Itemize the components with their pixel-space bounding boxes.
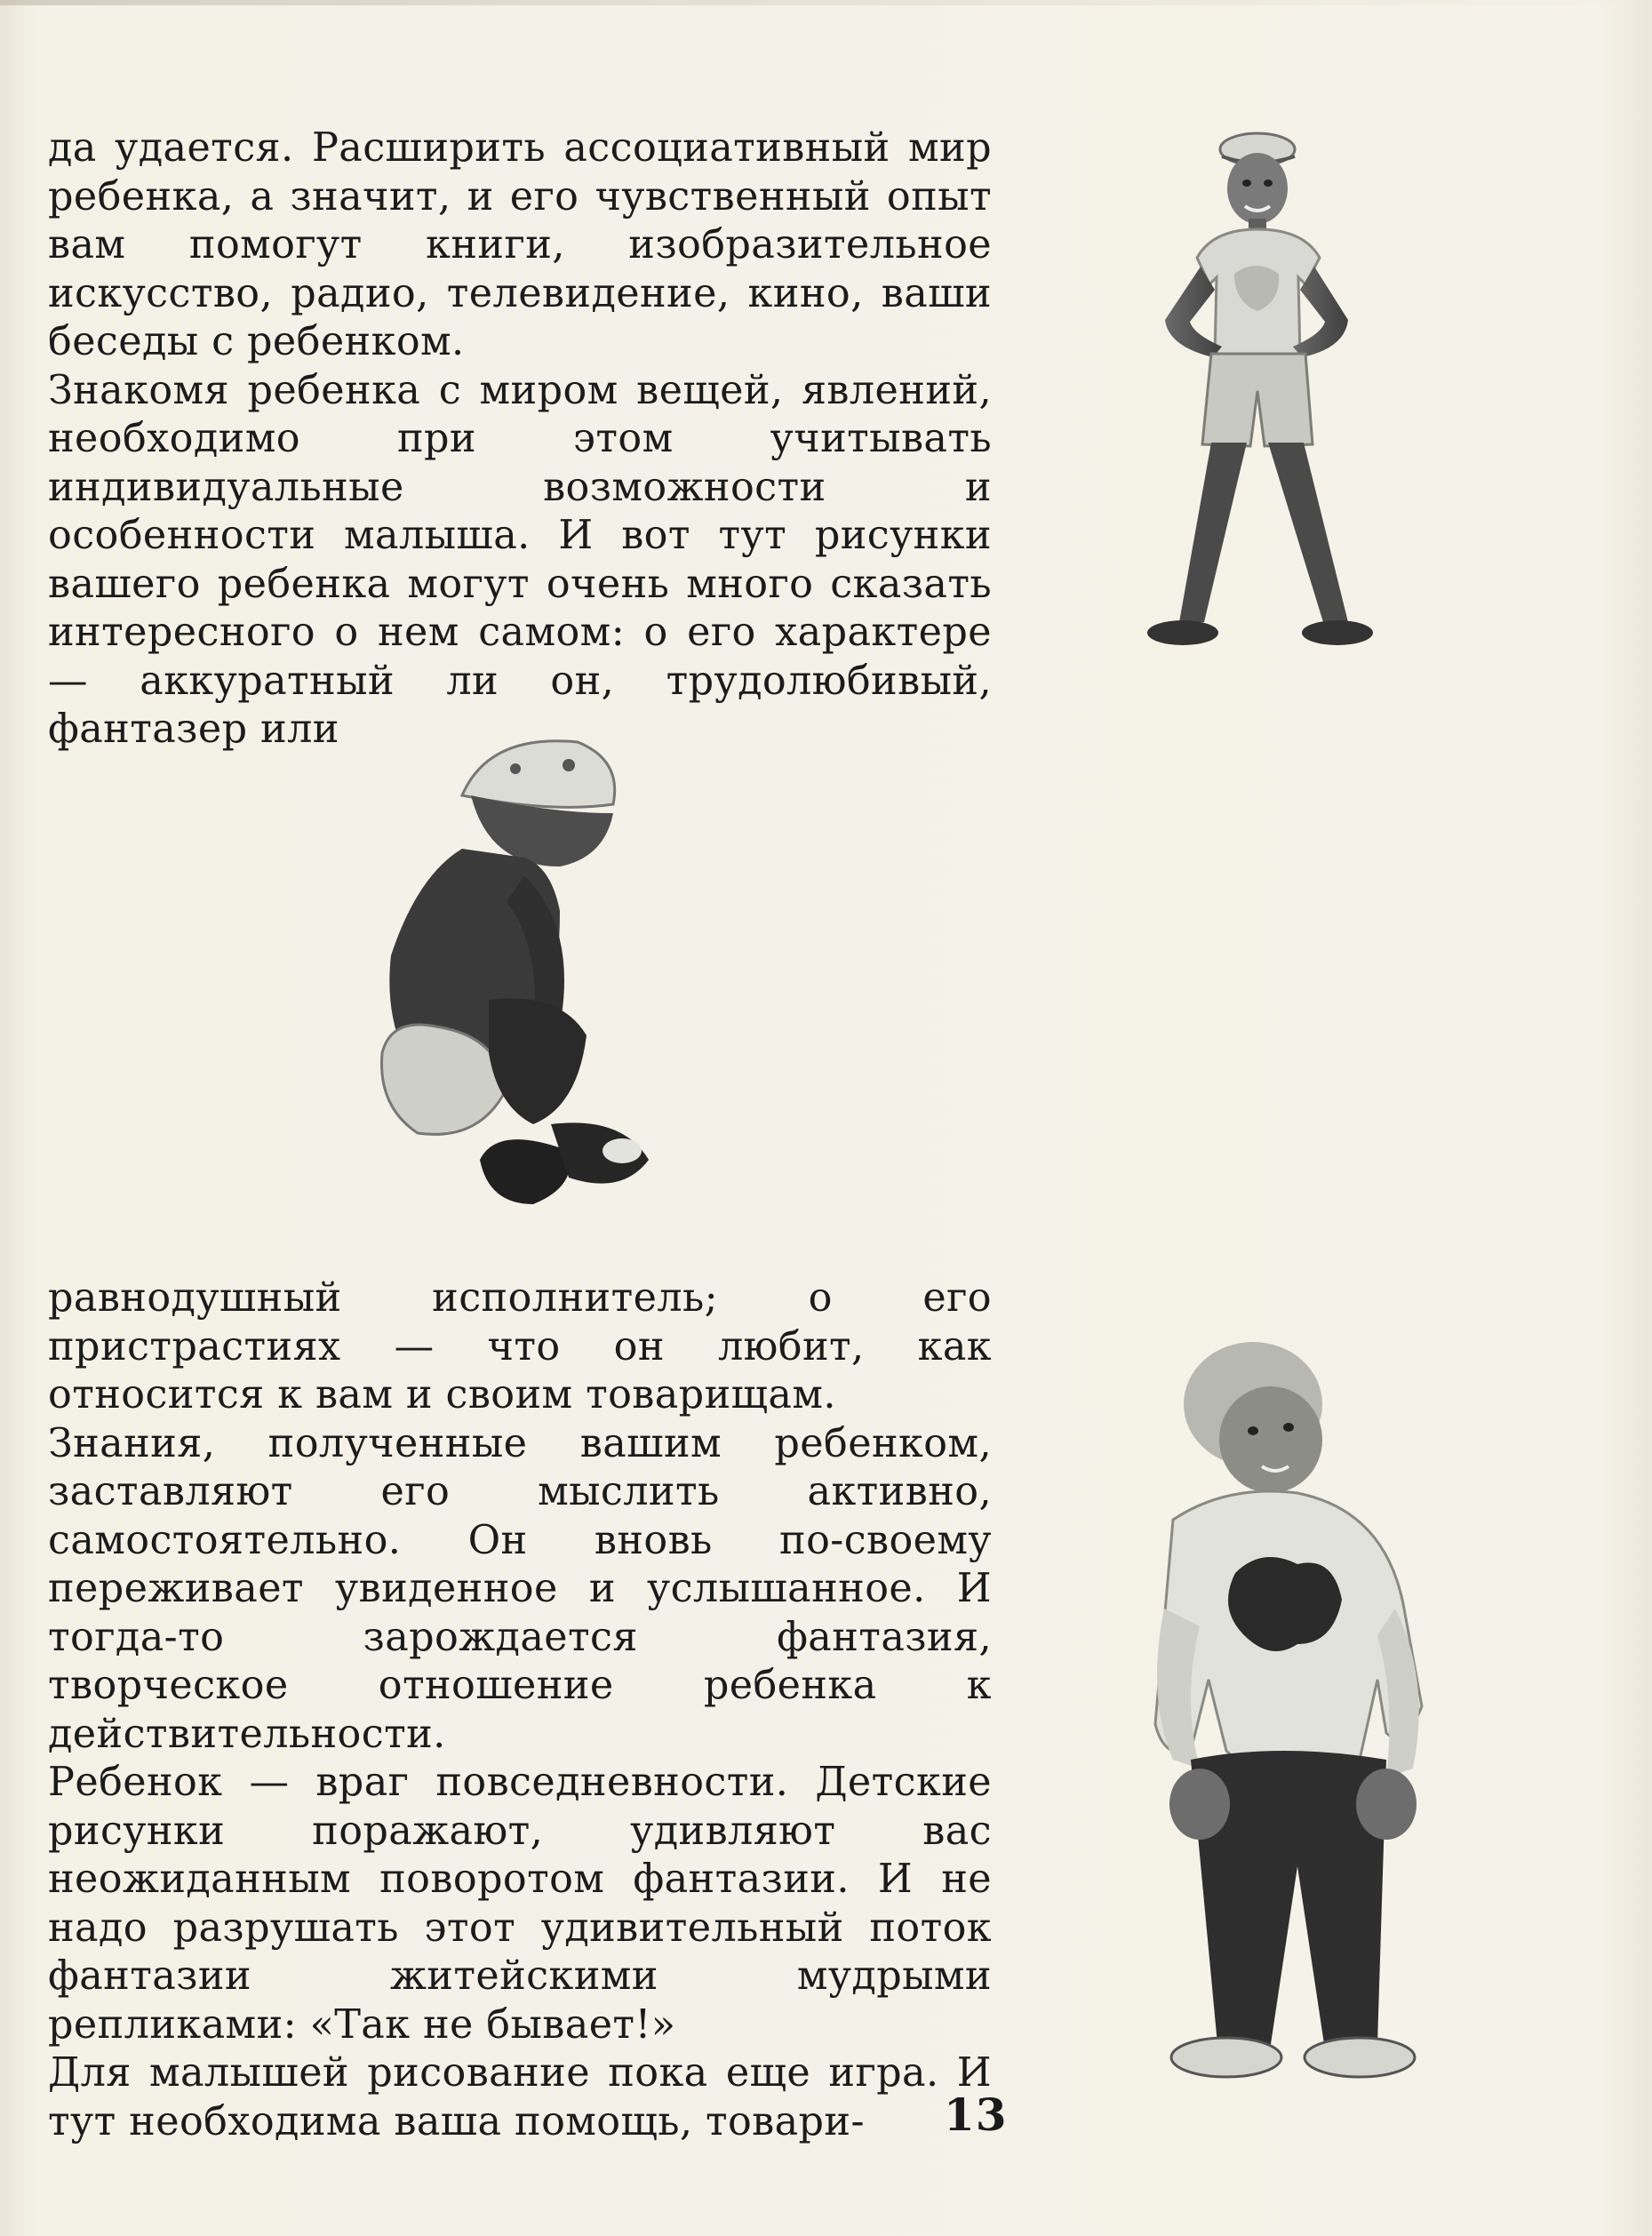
- crouching-child-photo: [355, 733, 675, 1244]
- standing-child-photo: [1115, 124, 1391, 684]
- paragraph: Знания, полученные вашим ребенком, заставляют его мыслить активно, самостоятельно. Он вновь по-своему переживает увиденное и услышанное. И тогда-то зарождается фантазия, творческое отношение ребенка к действительности.: [48, 1420, 992, 1757]
- paragraph: Знакомя ребенка с миром вещей, явлений, необходимо при этом учитывать индивидуальные возможности и особенности малыша. И вот тут рисунки вашего ребенка могут очень много сказать интересного о нем самом: о его характере — аккуратный ли он, трудолюбивый, фантазер или: [48, 367, 992, 752]
- page-top-edge: [0, 0, 1652, 5]
- text-block-lower: [48, 1274, 992, 2146]
- paragraph: Ребенок — враг повседневности. Детские рисунки поражают, удивляют вас неожиданным поворотом фантазии. И не надо разрушать этот удивительный поток фантазии житейскими мудрыми репликами: «Так не бывает!»: [48, 1760, 992, 2048]
- paragraph: да удается. Расширить ассоциативный мир ребенка, а значит, и его чувственный опыт вам помогут книги, изобразительное искусство, радио, телевидение, кино, ваши беседы с ребенком.: [48, 125, 992, 364]
- paragraph: Для малышей рисование пока еще игра. И тут необходима ваша помощь, товари-: [48, 2050, 992, 2144]
- bending-child-photo: [1120, 1342, 1475, 2097]
- paragraph: равнодушный исполнитель; о его пристрастиях — что он любит, как относится к вам и своим товарищам.: [48, 1275, 992, 1417]
- page-number: 13: [944, 2088, 1008, 2141]
- text-block-upper: [48, 124, 992, 755]
